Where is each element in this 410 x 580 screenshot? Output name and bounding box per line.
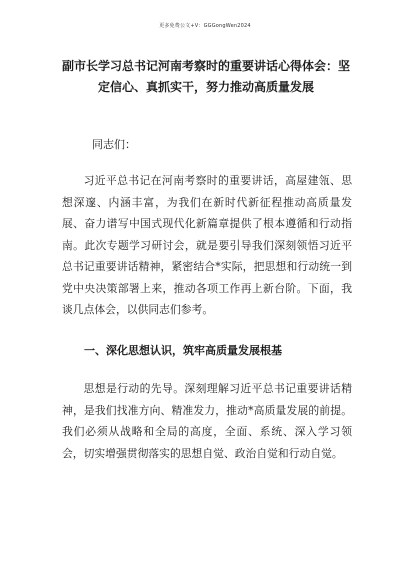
paragraph-intro: 习近平总书记在河南考察时的重要讲话，高屋建瓴、思想深邃、内涵丰富，为我们在新时代新征程推动高质量发展、奋力谱写中国式现代化新篇章提供了根本遵循和行动指南。此次专题学习研讨会，就是要引导我们深刻领悟习近平总书记重要讲话精神，紧密结合*实际，把思想和行动统一到党中央决策部署上来，推动各项工作再上新台阶。下面，我谈几点体会，以供同志们参考。	[62, 174, 352, 316]
paragraph-section-1: 思想是行动的先导。深刻理解习近平总书记重要讲话精神，是我们找准方向、精准发力，推动*高质量发展的前提。我们必须从战略和全局的高度，全面、系统、深入学习领会，切实增强贯彻落实的思想自觉、政治自觉和行动自觉。	[62, 382, 352, 460]
header-note: 更多免费公文+V：GGGongWen2024	[159, 23, 251, 29]
section-heading-1: 一、深化思想认识，筑牢高质量发展根基	[84, 344, 282, 357]
greeting: 同志们：	[92, 138, 136, 151]
document-title: 副市长学习总书记河南考察时的重要讲话心得体会：坚定信心、真抓实干，努力推动高质量发展	[61, 59, 350, 94]
